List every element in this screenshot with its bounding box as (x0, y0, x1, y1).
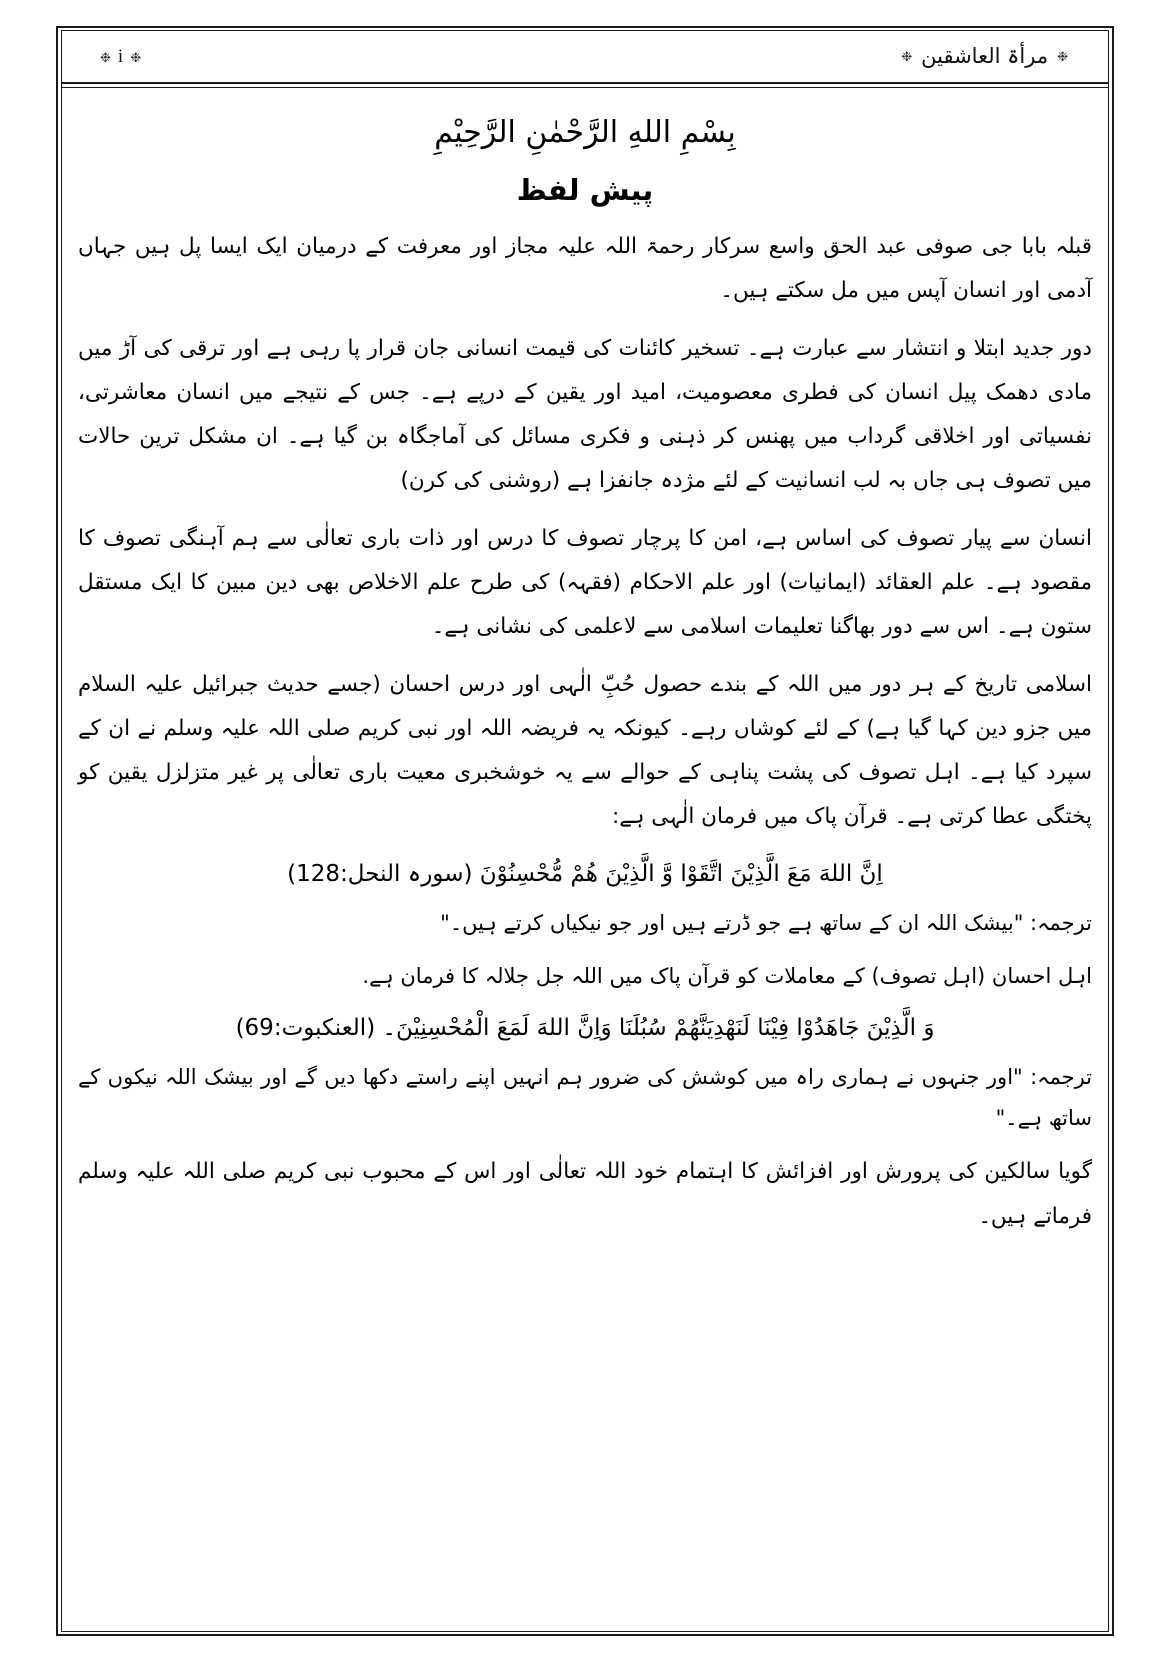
header-divider-rule-secondary (62, 87, 1108, 88)
quran-verse-2-arabic: وَ الَّذِيْنَ جَاهَدُوْا فِيْنَا لَنَهْدِيَنَّهُمْ سُبُلَنَا وَاِنَّ اللهَ لَمَعَ الْمُحْسِنِيْنَ۔ (382, 1014, 935, 1041)
page-title: پیش لفظ (516, 172, 654, 207)
page-header (62, 31, 1108, 82)
page-number (100, 47, 141, 66)
header-title-text: مرأۃ العاشقین (921, 44, 1049, 68)
quran-verse-1-reference: (سورہ النحل:128) (287, 861, 473, 888)
quran-verse-2-translation: ترجمہ: "اور جنہوں نے ہماری راہ میں کوشش کی ضرور ہم انہیں اپنے راستے دکھا دیں گے اور بیشک اللہ نیکوں کے ساتھ ہے۔" (78, 1064, 1092, 1130)
paragraph-1: قبلہ بابا جی صوفی عبد الحق واسع سرکار رحمۃ اللہ علیہ مجاز اور معرفت کے درمیان ایک ایسا پل ہیں جہاں آدمی اور انسان آپس میں مل سکتے ہیں۔ (78, 233, 1092, 303)
ornament-icon: ❉ (100, 50, 111, 65)
header-book-title (901, 46, 1068, 67)
ornament-icon: ❉ (130, 50, 142, 65)
paragraph-2: دور جدید ابتلا و انتشار سے عبارت ہے۔ تسخیر کائنات کی قیمت انسانی جان قرار پا رہی ہے اور ترقی کی آڑ میں مادی دھمک پیل انسان کی فطری معصومیت، امید اور یقین کے درپے ہے۔ جس کے نتیجے میں انسان معاشرتی، نفسیاتی اور اخلاقی گرداب میں پھنس کر ذہنی و فکری مسائل کی آماجگاہ بن گیا ہے۔ ان مشکل ترین حالات میں تصوف ہی جاں بہ لب انسانیت کے لئے مژدہ جانفزا ہے (روشنی کی کرن) (78, 335, 1092, 493)
quran-verse-2 (78, 1007, 1092, 1051)
page-number-text: i (117, 46, 124, 67)
paragraph-4: اسلامی تاریخ کے ہر دور میں اللہ کے بندے حصول حُبِّ الٰہی اور درس احسان (جسے حدیث جبرائیل علیہ السلام میں جزو دین کہا گیا ہے) کے لئے کوشاں رہے۔ کیونکہ یہ فریضہ اللہ اور نبی کریم صلی اللہ علیہ وسلم نے ان کے سپرد کیا ہے۔ اہل تصوف کی پشت پناہی کے حوالے سے یہ خوشخبری معیت باری تعالٰی پر غیر متزلزل یقین کو پختگی عطا کرتی ہے۔ قرآن پاک میں فرمان الٰہی ہے: (78, 672, 1092, 830)
ornament-icon: ❉ (901, 50, 913, 65)
header-divider-rule (62, 82, 1108, 84)
closing-paragraph: گویا سالکین کی پرورش اور افزائش کا اہتمام خود اللہ تعالٰی اور اس کے محبوب نبی کریم صلی اللہ علیہ وسلم فرماتے ہیں۔ (78, 1159, 1092, 1229)
verse-intro-note: اہل احسان (اہل تصوف) کے معاملات کو قرآن پاک میں اللہ جل جلالہ کا فرمان ہے. (362, 963, 1092, 988)
bismillah-line: بِسْمِ اللهِ الرَّحْمٰنِ الرَّحِيْمِ (434, 115, 736, 150)
quran-verse-1-arabic: اِنَّ اللهَ مَعَ الَّذِيْنَ اتَّقَوْا وَّ الَّذِيْنَ هُمْ مُّحْسِنُوْنَ (479, 861, 883, 888)
ornament-icon: ❉ (1057, 50, 1068, 65)
page-content (78, 96, 1092, 1620)
paragraph-3: انسان سے پیار تصوف کی اساس ہے، امن کا پرچار تصوف کا درس اور ذات باری تعالٰی سے ہم آہنگی تصوف کا مقصود ہے۔ علم العقائد (ایمانیات) اور علم الاحکام (فقہہ) کی طرح علم الاخلاص بھی دین مبین کا ایک مستقل ستون ہے۔ اس سے دور بھاگنا تعلیمات اسلامی سے لاعلمی کی نشانی ہے۔ (78, 525, 1092, 639)
quran-verse-1-translation: ترجمہ: "بیشک اللہ ان کے ساتھ ہے جو ڈرتے ہیں اور جو نیکیاں کرتے ہیں۔" (440, 911, 1092, 935)
quran-verse-1 (78, 853, 1092, 897)
quran-verse-2-reference: (العنکبوت:69) (235, 1014, 376, 1041)
